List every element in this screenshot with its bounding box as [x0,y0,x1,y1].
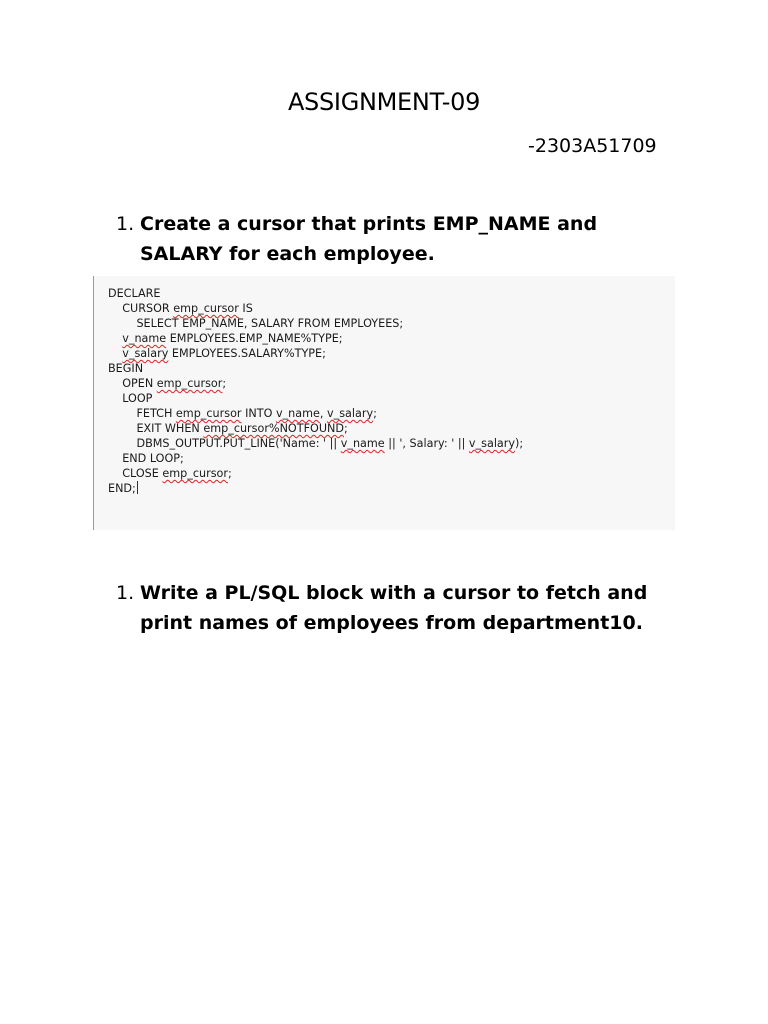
question-1 [116,209,686,269]
text-caret [137,481,138,494]
code-screenshot [93,276,675,530]
code-line: DBMS_OUTPUT.PUT_LINE('Name: ' || v_name || ', Salary: ' || v_salary); [108,437,524,450]
code-line: CURSOR emp_cursor IS [108,302,253,315]
code-line: CLOSE emp_cursor; [108,467,232,480]
roll-number: -2303A51709 [528,135,657,157]
code-line: FETCH emp_cursor INTO v_name, v_salary; [108,407,377,420]
question-text: Create a cursor that prints EMP_NAME and SALARY for each employee. [140,213,598,265]
code-line: v_name EMPLOYEES.EMP_NAME%TYPE; [122,332,343,345]
code-line: OPEN emp_cursor; [108,377,227,390]
question-number: 1. [116,582,135,604]
code-line: LOOP [108,392,153,405]
code-line: SELECT EMP_NAME, SALARY FROM EMPLOYEES; [108,317,404,330]
code-line: BEGIN [108,362,144,375]
question-number: 1. [116,213,135,235]
document-title: ASSIGNMENT-09 [287,88,481,116]
question-2 [116,578,686,638]
code-line: DECLARE [108,287,161,300]
code-line: END LOOP; [108,452,184,465]
question-text: Write a PL/SQL block with a cursor to fetch and print names of employees from department10. [140,582,648,634]
code-line: v_salary EMPLOYEES.SALARY%TYPE; [122,347,326,360]
code-line: EXIT WHEN emp_cursor%NOTFOUND; [108,422,348,435]
code-line: END; [108,482,136,495]
code-block [108,286,523,496]
